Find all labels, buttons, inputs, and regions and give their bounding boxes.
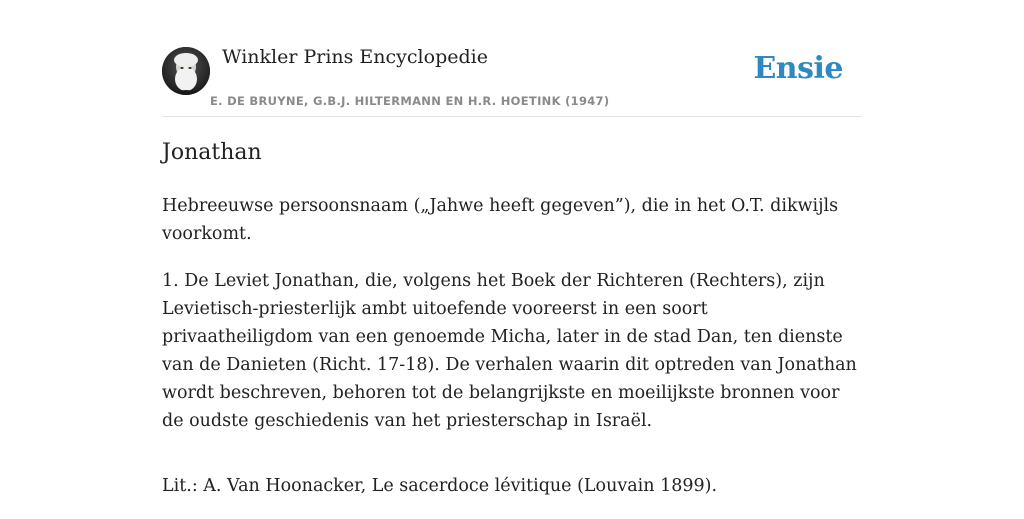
header (162, 0, 862, 117)
article-title: Jonathan (162, 140, 262, 165)
paragraph-leviet: 1. De Leviet Jonathan, die, volgens het Boek der Richteren (Rechters), zijn Levietisch-priesterlijk ambt uitoefende vooreerst in een soort privaatheiligdom van een genoemde Micha, later in de stad Dan, ten dienste van de Danieten (Richt. 17-18). De verhalen waarin dit optreden van Jonathan wordt beschreven, behoren tot de belangrijkste en moeilijkste bronnen voor de oudste geschiedenis van het priesterschap in Israël. (162, 271, 857, 431)
site-title-link[interactable]: Winkler Prins Encyclopedie (222, 46, 488, 68)
paragraph-literature: Lit.: A. Van Hoonacker, Le sacerdoce lévitique (Louvain 1899). (162, 476, 718, 496)
paragraph-intro: Hebreeuwse persoonsnaam („Jahwe heeft gegeven”), die in het O.T. dikwijls voorkomt. (162, 196, 839, 244)
ensie-logo-link[interactable]: Ensie (753, 51, 843, 86)
author-avatar[interactable] (162, 47, 210, 95)
portrait-icon (162, 47, 210, 95)
page (162, 0, 862, 496)
article-body (162, 192, 862, 519)
authors-subtitle: E. DE BRUYNE, G.B.J. HILTERMANN EN H.R. HOETINK (1947) (210, 94, 610, 108)
